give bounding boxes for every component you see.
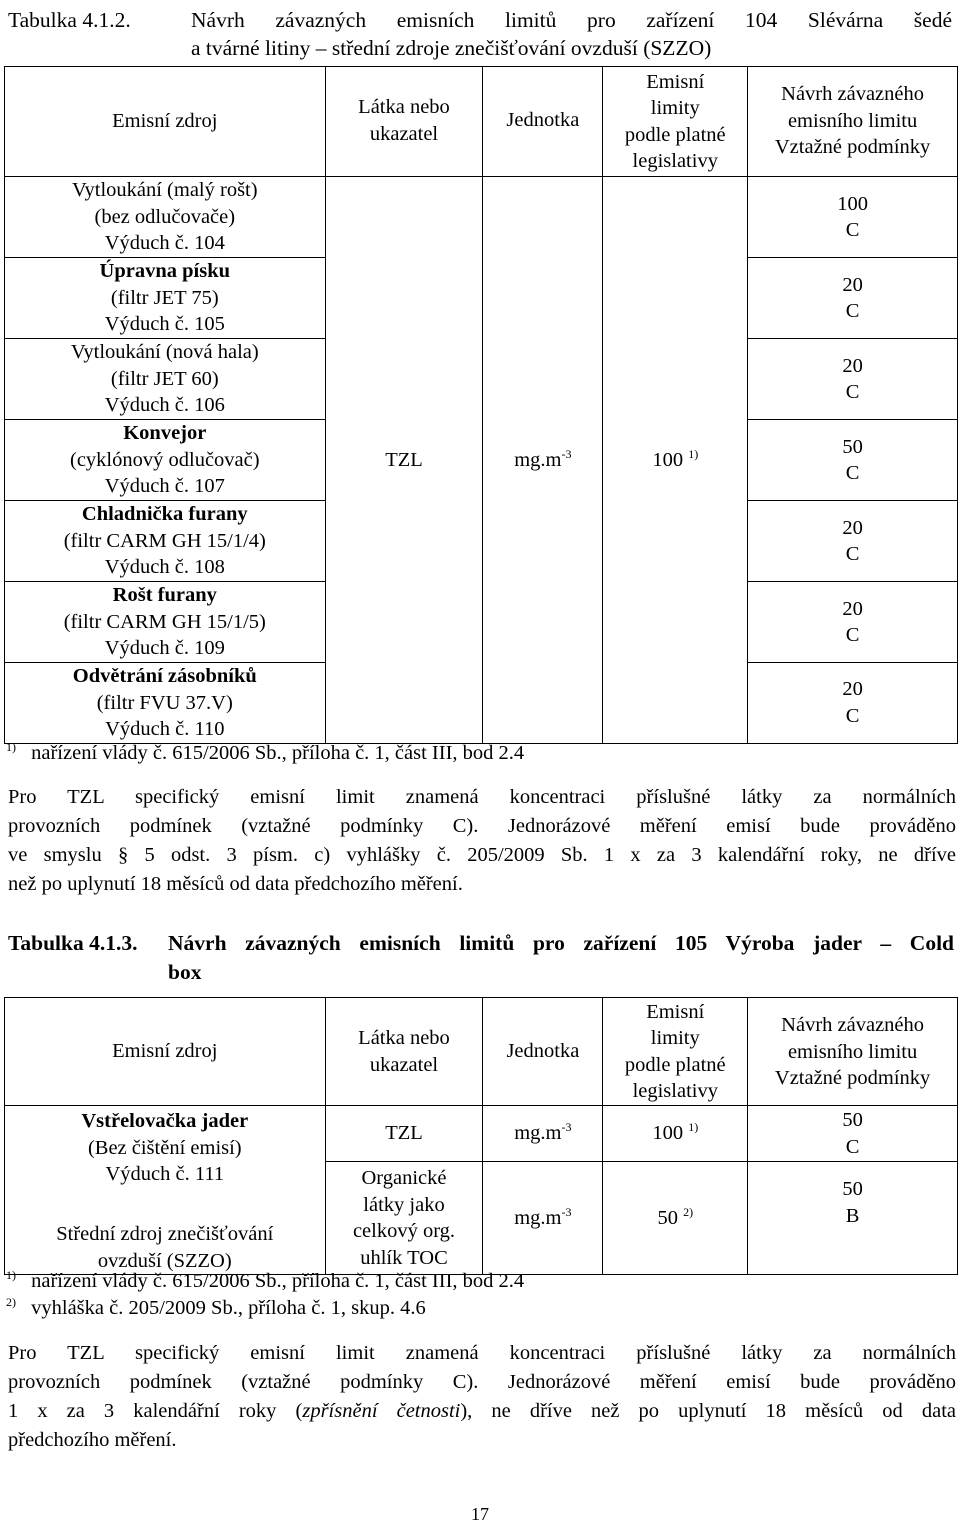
source-cell: Konvejor (cyklónový odlučovač) Výduch č. 107 (5, 420, 326, 501)
source-cell: Vstřelovačka jader (Bez čištění emisí) Výduch č. 111 Střední zdroj znečišťování ovzduší (SZZO) (5, 1106, 326, 1275)
table-row (5, 177, 958, 258)
col-header-source: Emisní zdroj (5, 67, 326, 177)
proposal-cell: 50 C (748, 1106, 958, 1162)
page-number: 17 (471, 1504, 489, 1524)
col-header-substance: Látka nebo ukazatel (325, 67, 483, 177)
proposal-cell: 20 C (748, 339, 958, 420)
proposal-cell: 100 C (748, 177, 958, 258)
col-header-legal-limits: Emisní limity podle platné legislativy (603, 67, 748, 177)
substance-cell: TZL (325, 177, 483, 744)
table2-title-line2: box (168, 960, 202, 984)
col-header-legal-limits: Emisní limity podle platné legislativy (603, 998, 748, 1106)
substance-cell: TZL (325, 1106, 483, 1162)
source-cell: Úpravna písku (filtr JET 75) Výduch č. 105 (5, 258, 326, 339)
proposal-cell: 20 C (748, 582, 958, 663)
source-cell: Vytloukání (nová hala) (filtr JET 60) Výduch č. 106 (5, 339, 326, 420)
source-cell: Vytloukání (malý rošt) (bez odlučovače) Výduch č. 104 (5, 177, 326, 258)
table1-header-row (5, 67, 958, 177)
legal-limit-cell: 50 $^{2)}$ (603, 1162, 748, 1275)
proposal-cell: 20 C (748, 258, 958, 339)
table2-footnote-1: $^{1)}$ nařízení vlády č. 615/2006 Sb., příloha č. 1, část III, bod 2.4 (6, 1268, 525, 1292)
unit-cell: $mg.m^{-3}$ (483, 1162, 603, 1275)
col-header-substance: Látka nebo ukazatel (325, 998, 483, 1106)
table-row (5, 1106, 958, 1162)
table1-label: Tabulka 4.1.2. (8, 8, 131, 32)
unit-cell: $mg.m^{-3}$ (483, 177, 603, 744)
legal-limit-cell: 100 $^{1)}$ (603, 177, 748, 744)
proposal-cell: 50 B (748, 1162, 958, 1275)
table1-title-line2: a tvárné litiny – střední zdroje znečišťování ovzduší (SZZO) (191, 36, 712, 60)
paragraph-1: Pro TZL specifický emisní limit znamená koncentraci příslušné látky za normálních provozních podmínek (vztažné podmínky C). Jednorázové měření emisí bude prováděno ve smyslu § 5 odst. 3 písm. c) vyhlášky č. 205/2009 Sb. 1 x za 3 kalendářní roky, ne dříve než po uplynutí 18 měsíců od data předchozího měření. (8, 786, 956, 895)
table2-label: Tabulka 4.1.3. (8, 931, 138, 955)
table2-header-row (5, 998, 958, 1106)
col-header-proposal: Návrh závazného emisního limitu Vztažné podmínky (748, 998, 958, 1106)
emission-table-2 (4, 997, 958, 1275)
proposal-cell: 50 C (748, 420, 958, 501)
table1-title-line1: Návrh závazných emisních limitů pro zařízení 104 Slévárna šedé (191, 8, 952, 32)
proposal-cell: 20 C (748, 501, 958, 582)
substance-cell: Organické látky jako celkový org. uhlík TOC (325, 1162, 483, 1275)
paragraph-2: Pro TZL specifický emisní limit znamená koncentraci příslušné látky za normálních provozních podmínek (vztažné podmínky C). Jednorázové měření emisí bude prováděno 1 x za 3 kalendářní roky (zpřísnění četnosti), ne dříve než po uplynutí 18 měsíců od data předchozího měření. (8, 1342, 956, 1451)
source-cell: Odvětrání zásobníků (filtr FVU 37.V) Výduch č. 110 (5, 663, 326, 744)
col-header-unit: Jednotka (483, 998, 603, 1106)
source-cell: Chladnička furany (filtr CARM GH 15/1/4) Výduch č. 108 (5, 501, 326, 582)
proposal-cell: 20 C (748, 663, 958, 744)
table1-footnote: $^{1)}$ nařízení vlády č. 615/2006 Sb., příloha č. 1, část III, bod 2.4 (6, 740, 525, 764)
source-cell: Rošt furany (filtr CARM GH 15/1/5) Výduch č. 109 (5, 582, 326, 663)
emission-table-1 (4, 66, 958, 744)
paragraph-2-line3: 1 x za 3 kalendářní roky (zpřísnění četnosti), ne dříve než po uplynutí 18 měsíců od data (8, 1400, 956, 1422)
table2-title-line1: Návrh závazných emisních limitů pro zařízení 105 Výroba jader – Cold (168, 931, 954, 955)
col-header-source: Emisní zdroj (5, 998, 326, 1106)
col-header-unit: Jednotka (483, 67, 603, 177)
unit-cell: $mg.m^{-3}$ (483, 1106, 603, 1162)
col-header-proposal: Návrh závazného emisního limitu Vztažné podmínky (748, 67, 958, 177)
table2-footnote-2: $^{2)}$ vyhláška č. 205/2009 Sb., příloha č. 1, skup. 4.6 (6, 1295, 426, 1319)
legal-limit-cell: 100 $^{1)}$ (603, 1106, 748, 1162)
